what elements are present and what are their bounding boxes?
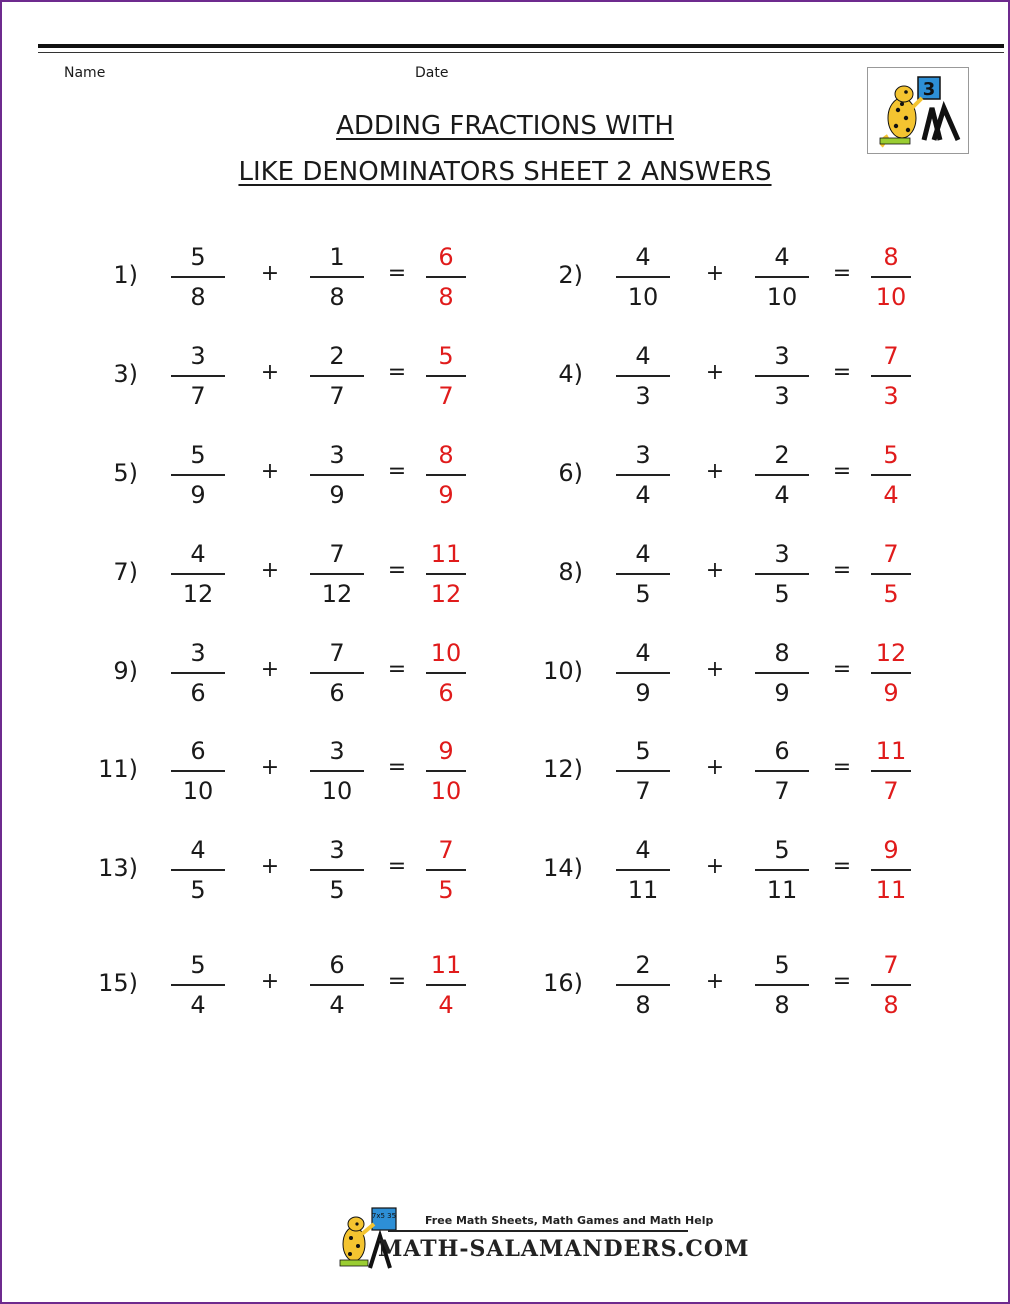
problem-8 [541,536,961,626]
numerator: 5 [190,243,206,271]
fraction-bar [616,770,670,772]
fraction-answer [865,338,917,414]
fraction-bar [310,869,364,871]
fraction-answer [865,536,917,612]
denominator: 8 [774,990,790,1019]
fraction-bar [755,770,809,772]
fraction-bar [426,573,466,575]
numerator: 5 [438,342,454,370]
denominator: 3 [635,381,651,410]
fraction-bar [616,474,670,476]
fraction-addend-1 [610,635,676,711]
problem-6 [541,437,961,527]
problem-7 [96,536,516,626]
problem-number: 14) [543,854,583,882]
equals-sign: = [832,558,852,583]
numerator: 2 [774,441,790,469]
fraction-addend-1 [610,733,676,809]
problem-number: 4) [558,360,583,388]
fraction-bar [426,984,466,986]
fraction-bar [871,573,911,575]
problem-16 [541,947,961,1037]
fraction-bar [310,984,364,986]
numerator: 4 [635,243,651,271]
plus-sign: + [705,261,725,286]
denominator: 5 [635,579,651,608]
fraction-bar [871,474,911,476]
numerator: 1 [329,243,345,271]
fraction-addend-2 [749,338,815,414]
problem-number: 6) [558,459,583,487]
numerator: 7 [883,342,899,370]
plus-sign: + [705,558,725,583]
fraction-addend-1 [610,947,676,1023]
numerator: 3 [329,737,345,765]
numerator: 6 [190,737,206,765]
fraction-addend-2 [304,832,370,908]
denominator: 11 [875,875,907,904]
equals-sign: = [387,657,407,682]
fraction-addend-1 [165,947,231,1023]
fraction-answer [865,733,917,809]
fraction-addend-2 [749,733,815,809]
fraction-bar [616,869,670,871]
fraction-bar [310,770,364,772]
fraction-addend-2 [304,338,370,414]
fraction-addend-2 [749,437,815,513]
equals-sign: = [387,261,407,286]
header-rule [38,44,1004,48]
fraction-bar [755,474,809,476]
numerator: 11 [875,737,907,765]
equals-sign: = [832,459,852,484]
fraction-addend-1 [165,635,231,711]
plus-sign: + [705,755,725,780]
denominator: 8 [635,990,651,1019]
problem-number: 12) [543,755,583,783]
fraction-bar [310,375,364,377]
denominator: 6 [190,678,206,707]
plus-sign: + [260,657,280,682]
plus-sign: + [705,969,725,994]
equals-sign: = [832,261,852,286]
plus-sign: + [260,459,280,484]
problem-12 [541,733,961,823]
denominator: 12 [182,579,214,608]
numerator: 6 [329,951,345,979]
fraction-bar [755,276,809,278]
problem-number: 1) [113,261,138,289]
fraction-answer [420,338,472,414]
denominator: 12 [430,579,462,608]
plus-sign: + [705,360,725,385]
fraction-answer [420,536,472,612]
logo-badge: 3 [922,79,936,100]
footer-rule [388,1230,688,1232]
equals-sign: = [387,558,407,583]
footer-brand-logo: MATH-SALAMANDERS.COM [378,1236,750,1262]
page-title-line2: LIKE DENOMINATORS SHEET 2 ANSWERS [238,157,772,187]
fraction-bar [755,573,809,575]
fraction-bar [616,672,670,674]
denominator: 6 [438,678,454,707]
name-label: Name [64,65,106,81]
denominator: 12 [321,579,353,608]
fraction-addend-2 [749,635,815,711]
numerator: 11 [430,540,462,568]
fraction-bar [310,672,364,674]
numerator: 7 [329,639,345,667]
problem-15 [96,947,516,1037]
problem-9 [96,635,516,725]
denominator: 5 [774,579,790,608]
denominator: 4 [635,480,651,509]
equals-sign: = [387,360,407,385]
fraction-bar [426,770,466,772]
problem-2 [541,239,961,329]
equals-sign: = [387,755,407,780]
numerator: 5 [774,836,790,864]
equals-sign: = [387,854,407,879]
numerator: 7 [883,540,899,568]
denominator: 9 [774,678,790,707]
denominator: 6 [329,678,345,707]
denominator: 7 [329,381,345,410]
fraction-addend-1 [165,536,231,612]
numerator: 11 [430,951,462,979]
numerator: 4 [635,540,651,568]
numerator: 6 [774,737,790,765]
denominator: 8 [329,282,345,311]
fraction-addend-1 [610,239,676,315]
denominator: 5 [883,579,899,608]
problem-number: 16) [543,969,583,997]
denominator: 9 [329,480,345,509]
fraction-bar [755,375,809,377]
denominator: 4 [329,990,345,1019]
fraction-bar [755,869,809,871]
denominator: 5 [190,875,206,904]
fraction-bar [871,984,911,986]
numerator: 4 [635,836,651,864]
fraction-addend-2 [749,947,815,1023]
numerator: 4 [190,836,206,864]
fraction-bar [755,984,809,986]
fraction-addend-2 [304,239,370,315]
plus-sign: + [260,854,280,879]
numerator: 3 [635,441,651,469]
fraction-addend-2 [749,536,815,612]
numerator: 3 [329,836,345,864]
denominator: 8 [883,990,899,1019]
numerator: 5 [883,441,899,469]
problem-number: 7) [113,558,138,586]
denominator: 10 [875,282,907,311]
denominator: 4 [774,480,790,509]
denominator: 5 [438,875,454,904]
fraction-addend-2 [304,733,370,809]
numerator: 5 [774,951,790,979]
fraction-bar [171,276,225,278]
fraction-bar [426,375,466,377]
denominator: 7 [190,381,206,410]
problem-11 [96,733,516,823]
equals-sign: = [832,969,852,994]
fraction-addend-1 [165,239,231,315]
problem-number: 9) [113,657,138,685]
fraction-bar [171,984,225,986]
denominator: 3 [883,381,899,410]
fraction-answer [420,733,472,809]
problem-14 [541,832,961,922]
denominator: 9 [883,678,899,707]
fraction-addend-2 [749,239,815,315]
numerator: 3 [774,540,790,568]
fraction-bar [171,375,225,377]
fraction-answer [865,635,917,711]
fraction-addend-1 [610,832,676,908]
fraction-bar [426,474,466,476]
numerator: 8 [883,243,899,271]
numerator: 7 [329,540,345,568]
numerator: 6 [438,243,454,271]
numerator: 3 [190,342,206,370]
fraction-bar [871,770,911,772]
fraction-bar [755,672,809,674]
fraction-bar [171,770,225,772]
denominator: 11 [627,875,659,904]
denominator: 4 [438,990,454,1019]
numerator: 3 [329,441,345,469]
footer-tagline: Free Math Sheets, Math Games and Math Help [425,1214,714,1227]
problem-4 [541,338,961,428]
fraction-bar [310,276,364,278]
denominator: 9 [190,480,206,509]
fraction-addend-1 [165,338,231,414]
denominator: 10 [627,282,659,311]
plus-sign: + [705,854,725,879]
fraction-bar [616,573,670,575]
denominator: 10 [321,776,353,805]
page-title-line1: ADDING FRACTIONS WITH [336,111,674,141]
fraction-addend-2 [749,832,815,908]
salamander-logo-icon [867,67,969,154]
fraction-addend-1 [610,536,676,612]
plus-sign: + [705,657,725,682]
fraction-answer [865,947,917,1023]
fraction-bar [426,672,466,674]
denominator: 10 [182,776,214,805]
numerator: 4 [774,243,790,271]
fraction-answer [420,437,472,513]
fraction-answer [865,832,917,908]
denominator: 7 [635,776,651,805]
fraction-bar [616,984,670,986]
problem-number: 3) [113,360,138,388]
fraction-answer [420,635,472,711]
fraction-bar [871,375,911,377]
numerator: 9 [883,836,899,864]
numerator: 4 [190,540,206,568]
numerator: 10 [430,639,462,667]
denominator: 8 [438,282,454,311]
fraction-bar [310,474,364,476]
problem-number: 11) [98,755,138,783]
fraction-bar [616,375,670,377]
problem-10 [541,635,961,725]
equals-sign: = [832,360,852,385]
fraction-bar [426,276,466,278]
fraction-bar [871,869,911,871]
plus-sign: + [260,755,280,780]
fraction-addend-2 [304,947,370,1023]
fraction-bar [426,869,466,871]
numerator: 2 [329,342,345,370]
denominator: 9 [438,480,454,509]
numerator: 8 [774,639,790,667]
denominator: 5 [329,875,345,904]
numerator: 7 [883,951,899,979]
header-rule-thin [38,52,1004,53]
equals-sign: = [832,854,852,879]
problem-number: 15) [98,969,138,997]
numerator: 2 [635,951,651,979]
problem-number: 10) [543,657,583,685]
denominator: 7 [438,381,454,410]
numerator: 8 [438,441,454,469]
denominator: 4 [883,480,899,509]
footer-logo-badge: 7x5 35 [371,1212,397,1220]
denominator: 7 [883,776,899,805]
fraction-answer [420,832,472,908]
date-label: Date [415,65,449,81]
numerator: 5 [635,737,651,765]
fraction-addend-2 [304,635,370,711]
denominator: 10 [766,282,798,311]
numerator: 5 [190,951,206,979]
fraction-answer [865,437,917,513]
fraction-bar [871,276,911,278]
equals-sign: = [387,459,407,484]
fraction-answer [420,947,472,1023]
problem-3 [96,338,516,428]
plus-sign: + [260,261,280,286]
plus-sign: + [260,558,280,583]
fraction-addend-2 [304,437,370,513]
fraction-answer [420,239,472,315]
numerator: 5 [190,441,206,469]
fraction-bar [871,672,911,674]
denominator: 10 [430,776,462,805]
numerator: 7 [438,836,454,864]
equals-sign: = [387,969,407,994]
problem-number: 5) [113,459,138,487]
denominator: 7 [774,776,790,805]
plus-sign: + [260,969,280,994]
fraction-addend-1 [165,733,231,809]
fraction-bar [616,276,670,278]
problem-1 [96,239,516,329]
numerator: 3 [190,639,206,667]
fraction-addend-1 [610,338,676,414]
fraction-addend-1 [610,437,676,513]
problem-number: 8) [558,558,583,586]
denominator: 4 [190,990,206,1019]
fraction-bar [171,672,225,674]
plus-sign: + [705,459,725,484]
problem-5 [96,437,516,527]
numerator: 4 [635,639,651,667]
numerator: 12 [875,639,907,667]
fraction-addend-1 [165,832,231,908]
equals-sign: = [832,657,852,682]
numerator: 9 [438,737,454,765]
denominator: 8 [190,282,206,311]
plus-sign: + [260,360,280,385]
fraction-bar [310,573,364,575]
problem-number: 2) [558,261,583,289]
problem-number: 13) [98,854,138,882]
denominator: 3 [774,381,790,410]
fraction-addend-1 [165,437,231,513]
fraction-bar [171,474,225,476]
numerator: 4 [635,342,651,370]
fraction-bar [171,573,225,575]
problem-13 [96,832,516,922]
numerator: 3 [774,342,790,370]
equals-sign: = [832,755,852,780]
fraction-addend-2 [304,536,370,612]
denominator: 11 [766,875,798,904]
denominator: 9 [635,678,651,707]
fraction-bar [171,869,225,871]
fraction-answer [865,239,917,315]
